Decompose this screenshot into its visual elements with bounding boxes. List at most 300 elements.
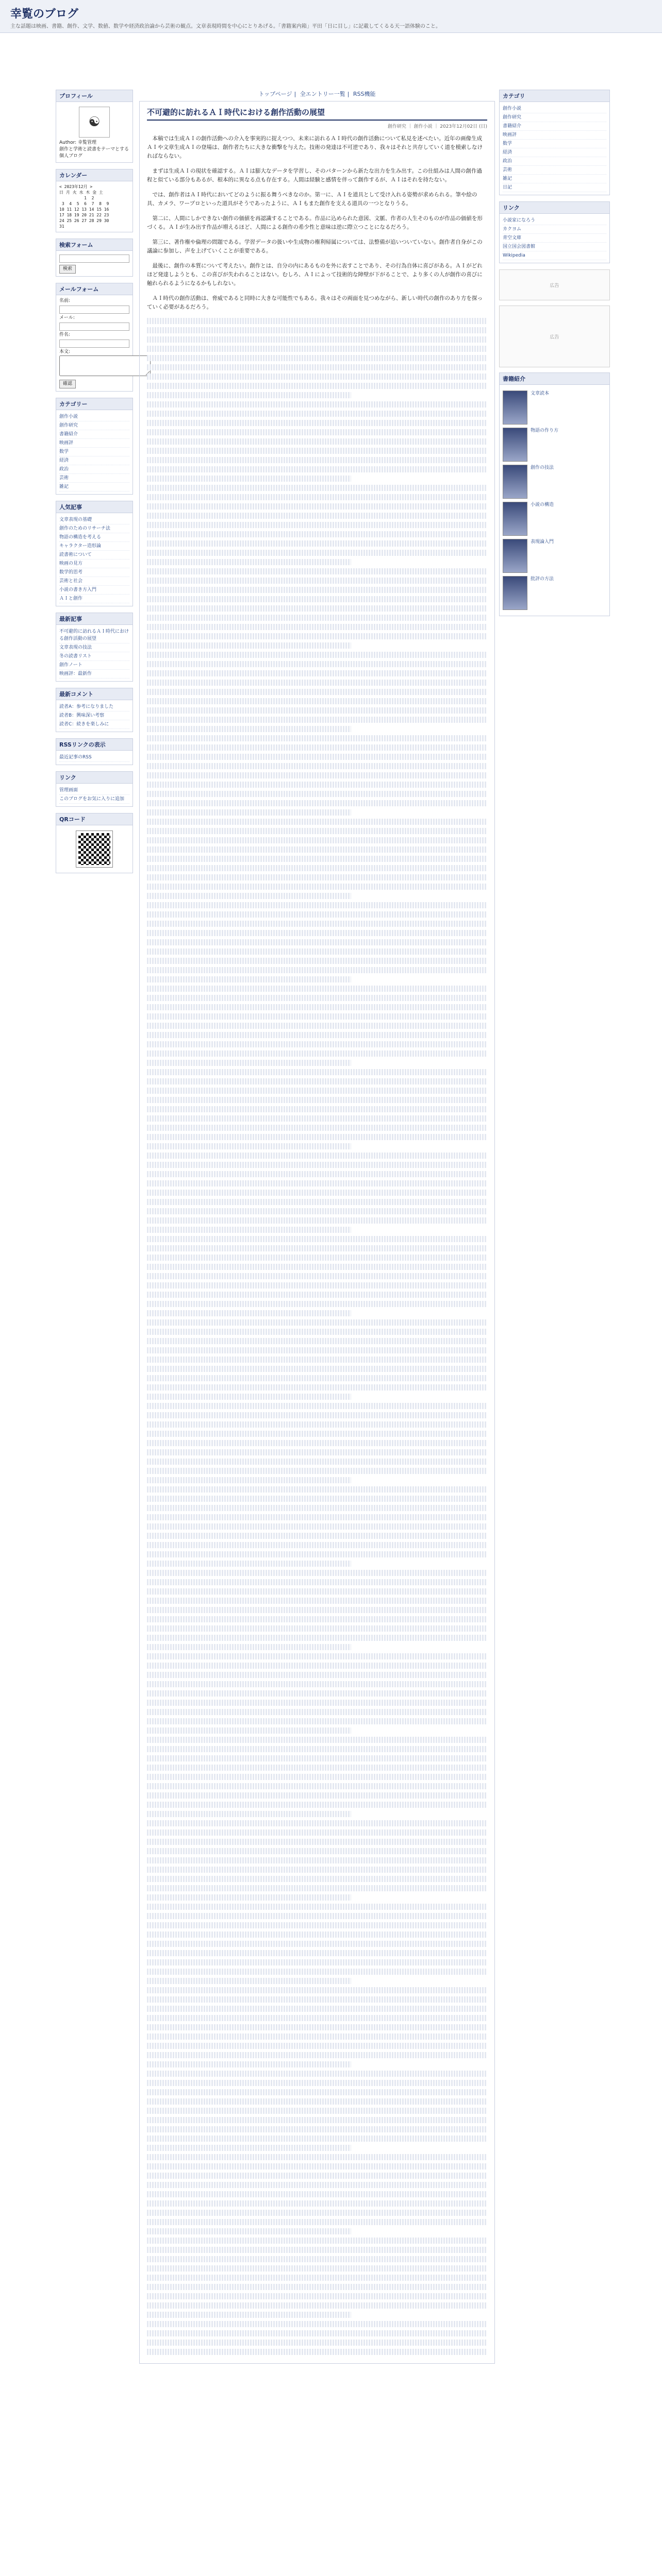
text-line-placeholder <box>147 1542 487 1548</box>
right-category-link[interactable]: 数学 <box>503 140 606 148</box>
text-line-placeholder <box>147 1829 487 1836</box>
text-line-placeholder <box>147 1050 487 1057</box>
text-line-placeholder <box>147 2024 487 2030</box>
text-line-placeholder <box>147 726 351 732</box>
admin-link[interactable]: 管理画面 <box>59 786 129 795</box>
entry-paragraph: 第三に、著作権や倫理の問題である。学習データの扱いや生成物の権利帰属については、法整備が追いついていない。創作者自身がこの議論に参加し、声を上げていくことが重要である。 <box>147 239 483 254</box>
text-line-placeholder <box>147 1264 487 1270</box>
recent-link[interactable]: 不可避的に訪れるＡＩ時代における創作活動の展望 <box>59 628 129 643</box>
text-line-placeholder <box>147 1857 487 1863</box>
text-line-placeholder <box>147 1366 487 1372</box>
text-line-placeholder <box>147 1459 487 1465</box>
text-line-placeholder <box>147 1375 487 1381</box>
text-line-placeholder <box>147 540 487 547</box>
qr-code <box>76 831 112 867</box>
text-line-placeholder <box>147 1792 487 1799</box>
text-line-placeholder <box>147 457 487 463</box>
book-title[interactable]: 創作の技法 <box>531 465 554 470</box>
external-link[interactable]: 国立国会図書館 <box>503 243 606 251</box>
right-category-link[interactable]: 書籍紹介 <box>503 122 606 131</box>
text-line-placeholder <box>147 1208 487 1214</box>
text-line-placeholder <box>147 1959 487 1965</box>
books-heading: 書籍紹介 <box>500 373 609 385</box>
book-item[interactable] <box>503 465 606 499</box>
book-item[interactable] <box>503 502 606 536</box>
text-line-placeholder <box>147 1199 487 1205</box>
text-line-placeholder <box>147 466 487 472</box>
text-line-placeholder <box>147 2256 487 2262</box>
book-cover[interactable] <box>503 576 527 610</box>
text-line-placeholder <box>147 1950 487 1956</box>
text-line-placeholder <box>147 1978 351 1984</box>
text-line-placeholder <box>147 2126 487 2132</box>
text-line-placeholder <box>147 2330 487 2336</box>
category-link[interactable]: 政治 <box>59 465 129 474</box>
text-line-placeholder <box>147 1060 351 1066</box>
text-line-placeholder <box>147 2293 487 2299</box>
text-line-placeholder <box>147 1727 351 1734</box>
profile-heading: プロフィール <box>56 90 133 102</box>
text-line-placeholder <box>147 689 487 695</box>
text-line-placeholder <box>147 846 487 853</box>
category-link[interactable]: 映画評 <box>59 439 129 448</box>
text-line-placeholder <box>147 1607 487 1613</box>
text-line-placeholder <box>147 327 487 333</box>
text-line-placeholder <box>147 1533 487 1539</box>
ranking-link[interactable]: 創作のためのリサーチ法 <box>59 524 129 533</box>
ranking-heading: 人気記事 <box>56 501 133 513</box>
text-line-placeholder <box>147 2302 487 2309</box>
book-title[interactable]: 批評の方法 <box>531 577 554 582</box>
rss-link[interactable]: 最近記事のRSS <box>59 753 129 762</box>
text-line-placeholder <box>147 1115 487 1122</box>
text-line-placeholder <box>147 624 487 630</box>
ranking-link[interactable]: 映画の見方 <box>59 560 129 568</box>
text-line-placeholder <box>147 1625 487 1632</box>
text-line-placeholder <box>147 1996 487 2003</box>
search-input[interactable] <box>59 255 129 263</box>
ranking-link[interactable]: 芸術と社会 <box>59 577 129 586</box>
text-line-placeholder <box>147 2080 487 2086</box>
text-line-placeholder <box>147 1078 487 1084</box>
search-heading: 検索フォーム <box>56 239 133 251</box>
book-title[interactable]: 文章読本 <box>531 391 550 396</box>
mail-address-label: メール: <box>59 315 75 320</box>
text-line-placeholder <box>147 967 487 973</box>
text-line-placeholder <box>147 1690 487 1697</box>
ranking-link[interactable]: 読書術について <box>59 551 129 560</box>
text-line-placeholder <box>147 1561 351 1567</box>
text-line-placeholder <box>147 772 487 778</box>
text-line-placeholder <box>147 1023 487 1029</box>
text-line-placeholder <box>147 531 487 537</box>
right-category-link[interactable]: 雑記 <box>503 175 606 183</box>
mail-form-box <box>56 283 133 392</box>
recent-heading: 最新記事 <box>56 613 133 625</box>
text-line-placeholder <box>147 1523 487 1530</box>
text-line-placeholder <box>147 2265 487 2272</box>
text-line-placeholder <box>147 884 487 890</box>
category-link[interactable]: 創作小説 <box>59 413 129 421</box>
text-line-placeholder <box>147 578 487 584</box>
text-line-placeholder <box>147 1255 487 1261</box>
entry <box>139 101 495 2364</box>
text-line-placeholder <box>147 2191 487 2197</box>
text-line-placeholder <box>147 2006 487 2012</box>
recent-link[interactable]: 冬の読書リスト <box>59 652 129 661</box>
text-line-placeholder <box>147 1032 487 1038</box>
text-line-placeholder <box>147 1486 487 1493</box>
text-line-placeholder <box>147 1477 351 1483</box>
text-line-placeholder <box>147 680 487 686</box>
text-line-placeholder <box>147 698 487 704</box>
text-line-placeholder <box>147 1811 351 1817</box>
text-line-placeholder <box>147 1227 351 1233</box>
text-line-placeholder <box>147 2136 487 2142</box>
text-line-placeholder <box>147 911 487 918</box>
text-line-placeholder <box>147 2145 351 2151</box>
text-line-placeholder <box>147 2284 487 2290</box>
text-line-placeholder <box>147 1310 351 1316</box>
text-line-placeholder <box>147 2061 351 2067</box>
text-line-placeholder <box>147 411 487 417</box>
entry-meta: 創作研究 ｜ 創作小説 ｜ 2023年12月02日 (日) <box>387 124 487 129</box>
right-category-link[interactable]: 政治 <box>503 157 606 166</box>
text-line-placeholder <box>147 717 487 723</box>
book-title[interactable]: 表現論入門 <box>531 539 554 545</box>
text-line-placeholder <box>147 744 487 751</box>
text-line-placeholder <box>147 2275 487 2281</box>
ranking-link[interactable]: ＡＩと創作 <box>59 595 129 603</box>
rss-box <box>56 738 133 765</box>
text-line-placeholder <box>147 346 487 352</box>
text-line-placeholder <box>147 958 487 964</box>
mail-name-field[interactable] <box>59 306 129 314</box>
text-line-placeholder <box>147 1783 487 1789</box>
text-line-placeholder <box>147 1894 351 1901</box>
calendar-heading: カレンダー <box>56 170 133 181</box>
text-line-placeholder <box>147 364 487 370</box>
text-line-placeholder <box>147 670 487 676</box>
ad-banner[interactable]: 広告 <box>499 269 610 300</box>
book-item[interactable] <box>503 391 606 425</box>
text-line-placeholder <box>147 1913 487 1919</box>
entry-paragraph: まずは生成ＡＩの現状を確認する。ＡＩは膨大なデータを学習し、そのパターンから新たな出力を生み出す。この仕組みは人間の創作過程と似ている部分もあるが、根本的に異なる点も存在する。人間は経験と感情を伴って創作するが、ＡＩはそれを持たない。 <box>147 168 482 183</box>
mail-confirm-button[interactable]: 確認 <box>59 380 76 388</box>
text-line-placeholder <box>147 1635 487 1641</box>
text-line-placeholder <box>147 2071 487 2077</box>
text-line-placeholder <box>147 1394 351 1400</box>
text-line-placeholder <box>147 2117 487 2123</box>
entry-paragraph: 最後に、創作の本質について考えたい。創作とは、自分の内にあるものを外に表すことであり、その行為自体に喜びがある。ＡＩがどれほど発達しようとも、この喜びが失われることはない。むしろ、ＡＩによって技術的な障壁が下がることで、より多くの人が創作の喜びに触れられるようになるかもしれない。 <box>147 263 483 286</box>
top-page-link[interactable]: トップページ <box>258 91 292 97</box>
text-line-placeholder <box>147 1440 487 1446</box>
right-category-link[interactable]: 創作小説 <box>503 105 606 113</box>
right-category-link[interactable]: 創作研究 <box>503 113 606 122</box>
mail-subject-field[interactable] <box>59 340 129 348</box>
text-line-placeholder <box>147 819 487 825</box>
text-line-placeholder <box>147 2089 487 2095</box>
text-line-placeholder <box>147 1236 487 1242</box>
text-line-placeholder <box>147 1579 487 1585</box>
right-category-heading: カテゴリ <box>500 90 609 102</box>
text-line-placeholder <box>147 1551 487 1557</box>
text-line-placeholder <box>147 568 487 574</box>
category-link[interactable]: 経済 <box>59 456 129 465</box>
ranking-link[interactable]: 物語の構造を考える <box>59 533 129 542</box>
recent-link[interactable]: 文章表現の技法 <box>59 643 129 652</box>
blog-title[interactable]: 幸覧のブログ <box>10 8 79 21</box>
text-line-placeholder <box>147 1746 487 1752</box>
text-line-placeholder <box>147 642 351 649</box>
category-heading: カテゴリー <box>56 398 133 410</box>
category-link[interactable]: 数学 <box>59 448 129 456</box>
text-line-placeholder <box>147 1737 487 1743</box>
external-link[interactable]: Wikipedia <box>503 251 606 260</box>
text-line-placeholder <box>147 401 487 408</box>
text-line-placeholder <box>147 2108 487 2114</box>
text-line-placeholder <box>147 596 487 602</box>
text-line-placeholder <box>147 1190 487 1196</box>
text-line-placeholder <box>147 1180 487 1187</box>
text-line-placeholder <box>147 559 351 565</box>
text-line-placeholder <box>147 1904 487 1910</box>
ad-banner[interactable]: 広告 <box>499 306 610 367</box>
comments-box <box>56 688 133 732</box>
main-content <box>139 90 495 2364</box>
calendar[interactable]: < 2023年12月 > 日 月 火 水 木 金 土 1 2 3 4 5 6 7 8 9 10 11 12 13 14 15 16 17 18 19 20 21 22 23 24 25 26 27 28 29 30 31 <box>59 184 109 229</box>
text-line-placeholder <box>147 587 487 593</box>
text-line-placeholder <box>147 1245 487 1251</box>
text-line-placeholder <box>147 1839 487 1845</box>
text-line-placeholder <box>147 1412 487 1418</box>
text-line-placeholder <box>147 902 487 908</box>
text-line-placeholder <box>147 1468 487 1474</box>
right-sidebar <box>499 90 610 622</box>
text-line-placeholder <box>147 1421 487 1428</box>
book-item[interactable] <box>503 576 606 610</box>
category-link[interactable]: 書籍紹介 <box>59 430 129 439</box>
text-line-placeholder <box>147 2210 487 2216</box>
text-line-placeholder <box>147 2340 487 2346</box>
text-line-placeholder <box>147 1347 487 1353</box>
right-category-link[interactable]: 日記 <box>503 183 606 192</box>
external-link[interactable]: 小説家になろう <box>503 216 606 225</box>
book-item[interactable] <box>503 539 606 573</box>
text-line-placeholder <box>147 1922 487 1928</box>
text-line-placeholder <box>147 1987 487 1993</box>
comment-link[interactable]: 読者B：興味深い考察 <box>59 711 129 720</box>
ranking-link[interactable]: 文章表現の基礎 <box>59 516 129 524</box>
text-line-placeholder <box>147 1672 487 1678</box>
ranking-link[interactable]: 小説の書き方入門 <box>59 586 129 595</box>
ranking-box <box>56 501 133 606</box>
text-line-placeholder <box>147 1505 487 1511</box>
text-line-placeholder <box>147 837 487 843</box>
text-line-placeholder <box>147 707 487 714</box>
text-line-placeholder <box>147 735 487 741</box>
right-link-heading: リンク <box>500 202 609 214</box>
text-line-placeholder <box>147 1153 487 1159</box>
text-line-placeholder <box>147 1663 487 1669</box>
rss-feature-link[interactable]: RSS機能 <box>353 91 376 97</box>
text-line-placeholder <box>147 420 487 426</box>
text-line-placeholder <box>147 429 487 435</box>
text-line-placeholder <box>147 782 487 788</box>
text-line-placeholder <box>147 2154 487 2160</box>
text-line-placeholder <box>147 494 487 500</box>
comments-heading: 最新コメント <box>56 688 133 700</box>
text-line-placeholder <box>147 1217 487 1224</box>
text-line-placeholder <box>147 995 487 1001</box>
text-line-placeholder <box>147 2312 351 2318</box>
comment-link[interactable]: 読者C：続きを楽しみに <box>59 720 129 729</box>
right-category-link[interactable]: 映画評 <box>503 131 606 140</box>
text-line-placeholder <box>147 1681 487 1687</box>
book-cover[interactable] <box>503 391 527 425</box>
category-box <box>56 398 133 495</box>
link-box <box>56 771 133 807</box>
qr-heading: QRコード <box>56 814 133 825</box>
book-cover[interactable] <box>503 502 527 536</box>
text-line-placeholder <box>147 2182 487 2188</box>
book-cover[interactable] <box>503 465 527 499</box>
recent-box <box>56 613 133 682</box>
text-line-placeholder <box>147 2173 487 2179</box>
text-line-placeholder <box>147 791 487 797</box>
text-line-placeholder <box>147 1273 487 1279</box>
mail-address-field[interactable] <box>59 323 129 331</box>
text-line-placeholder <box>147 522 487 528</box>
text-line-placeholder <box>147 1755 487 1761</box>
text-line-placeholder <box>147 2098 487 2105</box>
right-link-box <box>499 201 610 263</box>
text-line-placeholder <box>147 1820 487 1826</box>
text-line-placeholder <box>147 1718 487 1724</box>
text-line-placeholder <box>147 930 487 936</box>
recent-link[interactable]: 創作ノート <box>59 661 129 670</box>
text-line-placeholder <box>147 1301 487 1307</box>
text-line-placeholder <box>147 754 487 760</box>
text-line-placeholder <box>147 800 487 806</box>
entry-title[interactable]: 不可避的に訪れるＡＩ時代における創作活動の展望 <box>147 107 487 121</box>
text-line-placeholder <box>147 1848 487 1854</box>
ranking-link[interactable]: キャラクター造形論 <box>59 542 129 551</box>
text-line-placeholder <box>147 2200 487 2207</box>
category-link[interactable]: 雑記 <box>59 483 129 492</box>
mail-name-label: 名前: <box>59 298 71 303</box>
external-link[interactable]: カクヨム <box>503 225 606 234</box>
all-entries-link[interactable]: 全エントリー一覧 <box>300 91 345 97</box>
text-line-placeholder <box>147 652 487 658</box>
category-link[interactable]: 創作研究 <box>59 421 129 430</box>
mail-subject-label: 件名: <box>59 332 71 337</box>
entry-paragraph: では、創作者はＡＩ時代においてどのように振る舞うべきなのか。第一に、ＡＩを道具として受け入れる姿勢が求められる。筆や絵の具、カメラ、ワープロといった道具がそうであったように、ＡＩもまた創作を支える道具の一つとなりうる。 <box>147 192 477 207</box>
text-line-placeholder <box>147 1088 487 1094</box>
search-button[interactable]: 検索 <box>59 265 76 274</box>
text-line-placeholder <box>147 1384 487 1391</box>
calendar-box <box>56 169 133 232</box>
text-line-placeholder <box>147 1514 487 1520</box>
text-line-placeholder <box>147 939 487 945</box>
text-line-placeholder <box>147 615 487 621</box>
entry-paragraph: ＡＩ時代の創作活動は、脅威であると同時に大きな可能性でもある。我々はその両面を見つめながら、新しい時代の創作のあり方を探っていく必要があるだろう。 <box>147 295 483 310</box>
search-box <box>56 239 133 277</box>
text-line-placeholder <box>147 318 487 324</box>
text-line-placeholder <box>147 2043 487 2049</box>
text-line-placeholder <box>147 661 487 667</box>
mail-body-field[interactable] <box>59 355 151 376</box>
avatar: ☯ <box>79 107 110 138</box>
text-line-placeholder <box>147 828 487 834</box>
entry-paragraph: 本稿では生成ＡＩの創作活動への介入を事実的に捉えつつ、未来に訪れるＡＩ時代の創作活動について私見を述べたい。近年の画像生成ＡＩや文章生成ＡＩの登場は、創作者たちに大きな衝撃を与えた。技術の発達は不可逆であり、我々はそれと共存していく道を模索しなければならない。 <box>147 135 483 159</box>
recent-link[interactable]: 映画評：最新作 <box>59 670 129 679</box>
text-line-placeholder <box>147 1588 487 1595</box>
text-line-placeholder <box>147 2247 487 2253</box>
text-line-placeholder <box>147 1644 351 1650</box>
text-line-placeholder <box>147 1598 487 1604</box>
profile-box <box>56 90 133 163</box>
book-title[interactable]: 物語の作り方 <box>531 428 559 433</box>
text-line-placeholder <box>147 1876 487 1882</box>
book-item[interactable] <box>503 428 606 462</box>
favorite-link[interactable]: このブログをお気に入りに追加 <box>59 795 129 804</box>
right-category-link[interactable]: 芸術 <box>503 166 606 175</box>
text-line-placeholder <box>147 2163 487 2170</box>
text-line-placeholder <box>147 383 487 389</box>
text-line-placeholder <box>147 948 487 955</box>
text-line-placeholder <box>147 1570 487 1576</box>
qr-box <box>56 813 133 873</box>
text-line-placeholder <box>147 503 487 510</box>
text-line-placeholder <box>147 1700 487 1706</box>
text-line-placeholder <box>147 865 487 871</box>
text-line-placeholder <box>147 874 487 880</box>
text-line-placeholder <box>147 355 487 361</box>
link-heading: リンク <box>56 772 133 784</box>
text-line-placeholder <box>147 2052 487 2058</box>
text-line-placeholder <box>147 1162 487 1168</box>
book-cover[interactable] <box>503 428 527 462</box>
book-cover[interactable] <box>503 539 527 573</box>
breadcrumb: トップページ | 全エントリー一覧 | RSS機能 <box>258 91 376 97</box>
text-line-placeholder <box>147 1357 487 1363</box>
text-line-placeholder <box>147 2349 487 2355</box>
text-line-placeholder <box>147 1069 487 1075</box>
text-line-placeholder <box>147 1885 487 1891</box>
book-title[interactable]: 小説の構造 <box>531 502 554 507</box>
text-line-placeholder <box>147 1319 487 1326</box>
right-category-link[interactable]: 経済 <box>503 148 606 157</box>
text-line-placeholder <box>147 2238 487 2244</box>
text-line-placeholder <box>147 633 487 639</box>
external-link[interactable]: 青空文庫 <box>503 234 606 243</box>
text-line-placeholder <box>147 448 487 454</box>
text-line-placeholder <box>147 605 487 612</box>
text-line-placeholder <box>147 1125 487 1131</box>
text-line-placeholder <box>147 1171 487 1177</box>
right-category-box <box>499 90 610 195</box>
mail-body-label: 本文: <box>59 349 71 354</box>
comment-link[interactable]: 読者A：参考になりました <box>59 703 129 711</box>
ranking-link[interactable]: 数学的思考 <box>59 568 129 577</box>
text-line-placeholder <box>147 1969 487 1975</box>
text-line-placeholder <box>147 1496 487 1502</box>
blog-header <box>0 0 662 33</box>
entry-body-continuation <box>147 318 487 2355</box>
text-line-placeholder <box>147 1143 351 1149</box>
category-link[interactable]: 芸術 <box>59 474 129 483</box>
